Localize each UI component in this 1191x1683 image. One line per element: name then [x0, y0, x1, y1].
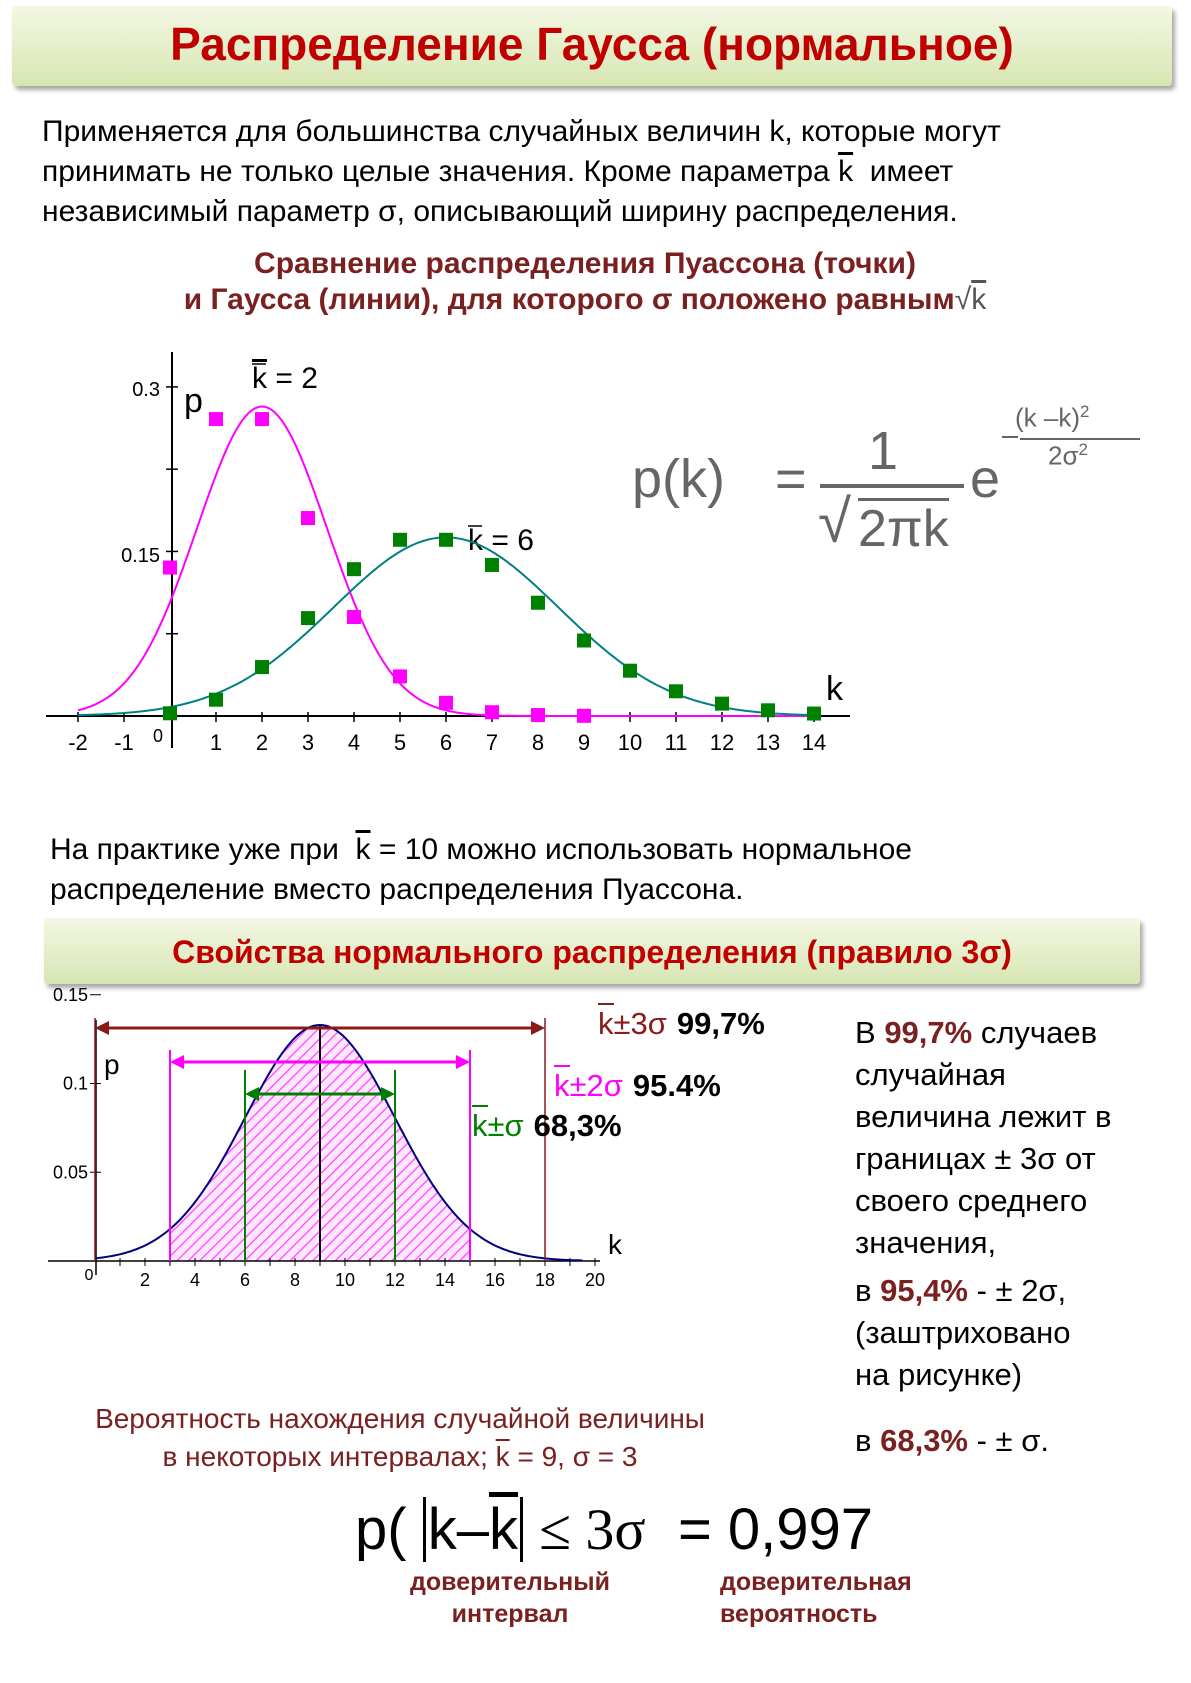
confidence-probability-label	[720, 1566, 912, 1630]
x-tick-label: 9	[577, 730, 591, 755]
rule-line-1	[855, 1012, 1112, 1054]
y-tick-label: 0.1	[62, 1073, 88, 1094]
p-axis-label: p	[184, 382, 203, 420]
k-axis-label: k	[608, 1229, 622, 1260]
x-tick-label: 20	[584, 1270, 606, 1290]
exp-den-sq: 2	[1078, 440, 1088, 459]
poisson-point-k2	[163, 561, 177, 575]
exp-minus	[1002, 436, 1018, 438]
ci-line-1: доверительный	[410, 1568, 610, 1596]
intro-line-2b: имеет	[869, 155, 954, 188]
x-tick-label: 5	[393, 730, 407, 755]
sqrt-k: k	[971, 283, 987, 316]
intro-line-1: Применяется для большинства случайных величин k, которые могут	[42, 115, 1001, 148]
x-tick-label: -2	[68, 730, 88, 755]
poisson-point-k6	[255, 660, 269, 674]
practice-line-1b: = 10 можно использовать нормальное	[378, 833, 912, 866]
exp-den-text: 2σ	[1048, 440, 1079, 471]
practice-line-1	[50, 830, 912, 870]
exp-bar	[998, 438, 1000, 440]
three-sigma-chart	[0, 984, 860, 1400]
poisson-point-k6	[715, 697, 729, 711]
caption-line-1: Вероятность нахождения случайной величины	[95, 1403, 705, 1434]
x-tick-label: 6	[239, 1270, 251, 1290]
formula-exp-num	[1015, 402, 1089, 434]
rule-line-4: границах ± 3σ от	[855, 1141, 1096, 1176]
bf-lhs: p(	[355, 1497, 407, 1562]
p2c: - ± 2σ,	[976, 1273, 1067, 1308]
practice-text	[50, 830, 912, 910]
comparison-line-2: и Гаусса (линии), для которого σ положено равным√k	[183, 283, 987, 316]
sigma-arrow-left-head	[245, 1087, 259, 1101]
p3b: 68,3%	[880, 1423, 968, 1458]
label-2sigma	[554, 1068, 721, 1103]
caption-line-2a: в некоторых интервалах;	[162, 1441, 488, 1472]
bf-kbar: $\overline{k}$	[488, 1497, 518, 1562]
poisson-point-k6	[439, 533, 453, 547]
x-tick-label: 1	[209, 730, 223, 755]
rule-explanation	[855, 1012, 1112, 1462]
x-tick-label: 10	[617, 730, 643, 755]
formula-root: 2πk	[858, 500, 949, 558]
label-1sigma-pct: 68,3%	[533, 1108, 622, 1143]
poisson-point-k6	[301, 611, 315, 625]
rule-line-6: значения,	[855, 1225, 997, 1260]
p1c: случаев	[980, 1015, 1098, 1050]
formula-lhs: p(k)	[632, 449, 725, 509]
sqrt-sign: √	[818, 488, 851, 555]
bf-k: k	[427, 1497, 457, 1562]
x-tick-label: 2	[255, 730, 269, 755]
label-1sigma-sym: k±σ	[472, 1108, 524, 1143]
poisson-point-k2	[393, 669, 407, 683]
kbar2-label	[252, 362, 318, 395]
poisson-point-k2	[347, 610, 361, 624]
poisson-point-k6	[761, 703, 775, 717]
x-tick-label: 11	[664, 730, 688, 755]
practice-line-1a: На практике уже при	[50, 833, 339, 866]
origin-label: 0	[152, 726, 164, 746]
p2b: 95,4%	[880, 1273, 968, 1308]
label-3sigma-sym: k±3σ	[598, 1006, 667, 1041]
x-tick-label: 16	[484, 1270, 506, 1290]
x-tick-label: 4	[347, 730, 361, 755]
poisson-point-k6	[347, 562, 361, 576]
kbar-symbol: $\overline{k}$	[838, 155, 854, 188]
x-tick-label: 3	[301, 730, 315, 755]
poisson-point-k2	[209, 412, 223, 426]
y-tick-label: 0.05	[52, 1162, 88, 1183]
rule-line-3: величина лежит в	[855, 1099, 1112, 1134]
intro-line-2	[42, 152, 1001, 192]
rule-line-7	[855, 1270, 1112, 1312]
label-2sigma-pct: 95.4%	[632, 1068, 721, 1103]
origin-label: 0	[84, 1267, 94, 1284]
bf-eq: = 0,997	[677, 1497, 874, 1562]
y-tick-label: 0.15	[121, 545, 160, 567]
bf-minus: –	[456, 1497, 489, 1562]
x-tick-label: 8	[531, 730, 545, 755]
poisson-point-k6	[209, 693, 223, 707]
kbar6-value: = 6	[483, 524, 534, 557]
abs-value	[423, 1497, 523, 1562]
exp-num-text: (k –k)	[1015, 402, 1080, 433]
x-tick-label: 18	[534, 1270, 556, 1290]
page-title: Распределение Гаусса (нормальное)	[170, 18, 1014, 70]
label-2sigma-sym: k±2σ	[554, 1068, 623, 1103]
two-sigma-arrow-left-head	[170, 1055, 184, 1069]
x-tick-label: 6	[439, 730, 453, 755]
label-3sigma-pct: 99,7%	[676, 1006, 765, 1041]
practice-kbar: $\overline{k}$	[355, 833, 371, 866]
kbar6-label	[468, 524, 534, 557]
rule-line-8: (заштриховано	[855, 1315, 1071, 1350]
confidence-formula	[355, 1495, 873, 1565]
poisson-point-k2	[531, 708, 545, 722]
k-axis-label: k	[826, 670, 843, 708]
bf-le: ≤ 3σ	[539, 1497, 646, 1562]
exp-num-sq: 2	[1080, 402, 1090, 421]
poisson-point-k6	[531, 596, 545, 610]
chart-caption	[40, 1400, 760, 1476]
rule-line-2: случайная	[855, 1057, 1006, 1092]
poisson-point-k6	[623, 664, 637, 678]
x-tick-label: 7	[485, 730, 499, 755]
x-tick-label: 8	[289, 1270, 301, 1290]
poisson-point-k2	[577, 709, 591, 723]
cp-line-1: доверительная	[720, 1568, 912, 1596]
sigma-arrow-right-head	[381, 1087, 395, 1101]
formula-e: e	[970, 449, 1001, 509]
y-tick-label: 0.3	[132, 379, 160, 401]
formula-eq: =	[775, 449, 807, 509]
intro-line-3: независимый параметр σ, описывающий ширину распределения.	[42, 195, 958, 228]
poisson-point-k6	[669, 684, 683, 698]
intro-text	[42, 112, 1001, 232]
label-1sigma	[472, 1108, 622, 1143]
poisson-point-k6	[807, 707, 821, 721]
comparison-heading	[60, 246, 1110, 318]
poisson-point-k2	[439, 696, 453, 710]
poisson-point-k6	[163, 706, 177, 720]
x-tick-label: 12	[384, 1270, 406, 1290]
ci-line-2: интервал	[451, 1600, 569, 1628]
x-tick-label: 2	[139, 1270, 151, 1290]
p3a: в	[855, 1423, 872, 1458]
label-3sigma	[598, 1006, 765, 1041]
three-sigma-arrow-left-head	[95, 1021, 109, 1035]
practice-line-2: распределение вместо распределения Пуассона.	[50, 873, 744, 906]
poisson-point-k6	[485, 558, 499, 572]
p1b: 99,7%	[884, 1015, 973, 1050]
poisson-point-k2	[255, 412, 269, 426]
three-sigma-arrow-right-head	[531, 1021, 545, 1035]
p-axis-label: p	[104, 1049, 120, 1080]
formula-one: 1	[868, 421, 899, 481]
formula-exp-den	[1048, 440, 1088, 472]
kbar-sym: k	[468, 524, 483, 557]
x-tick-label: 4	[189, 1270, 201, 1290]
rule-line-10	[855, 1420, 1112, 1462]
x-tick-label: 12	[709, 730, 735, 755]
poisson-point-k2	[301, 511, 315, 525]
rule-line-5: своего среднего	[855, 1183, 1088, 1218]
gauss-curve-k6	[78, 537, 821, 715]
cp-line-2: вероятность	[720, 1600, 878, 1628]
rule-line-9: на рисунке)	[855, 1357, 1023, 1392]
properties-title: Свойства нормального распределения (правило 3σ)	[172, 934, 1012, 970]
x-tick-label: 10	[334, 1270, 356, 1290]
caption-kbar: $\overline{k}$	[495, 1441, 510, 1472]
confidence-interval-label	[400, 1566, 620, 1630]
y-tick-label: 0.15	[52, 984, 88, 1005]
poisson-point-k2	[485, 705, 499, 719]
poisson-point-k6	[393, 533, 407, 547]
x-tick-label: 13	[755, 730, 781, 755]
poisson-point-k6	[577, 633, 591, 647]
gauss-formula	[630, 400, 1150, 560]
x-tick-label: -1	[114, 730, 134, 755]
caption-line-2	[40, 1438, 760, 1476]
x-tick-label: 14	[801, 730, 827, 755]
comparison-line-1: Сравнение распределения Пуассона (точки)	[254, 247, 916, 280]
caption-line-2b: = 9, σ = 3	[517, 1441, 638, 1472]
p2a: в	[855, 1273, 872, 1308]
kbar2-value: = 2	[267, 362, 318, 395]
intro-line-2a: принимать не только целые значения. Кроме параметра	[42, 155, 830, 188]
x-tick-label: 14	[434, 1270, 456, 1290]
two-sigma-arrow-right-head	[456, 1055, 470, 1069]
p1a: В	[855, 1015, 876, 1050]
p3c: - ± σ.	[976, 1423, 1049, 1458]
comparison-line-2-text: и Гаусса (линии), для которого σ положено равным	[183, 283, 955, 316]
kbar-sym: k	[252, 362, 267, 395]
